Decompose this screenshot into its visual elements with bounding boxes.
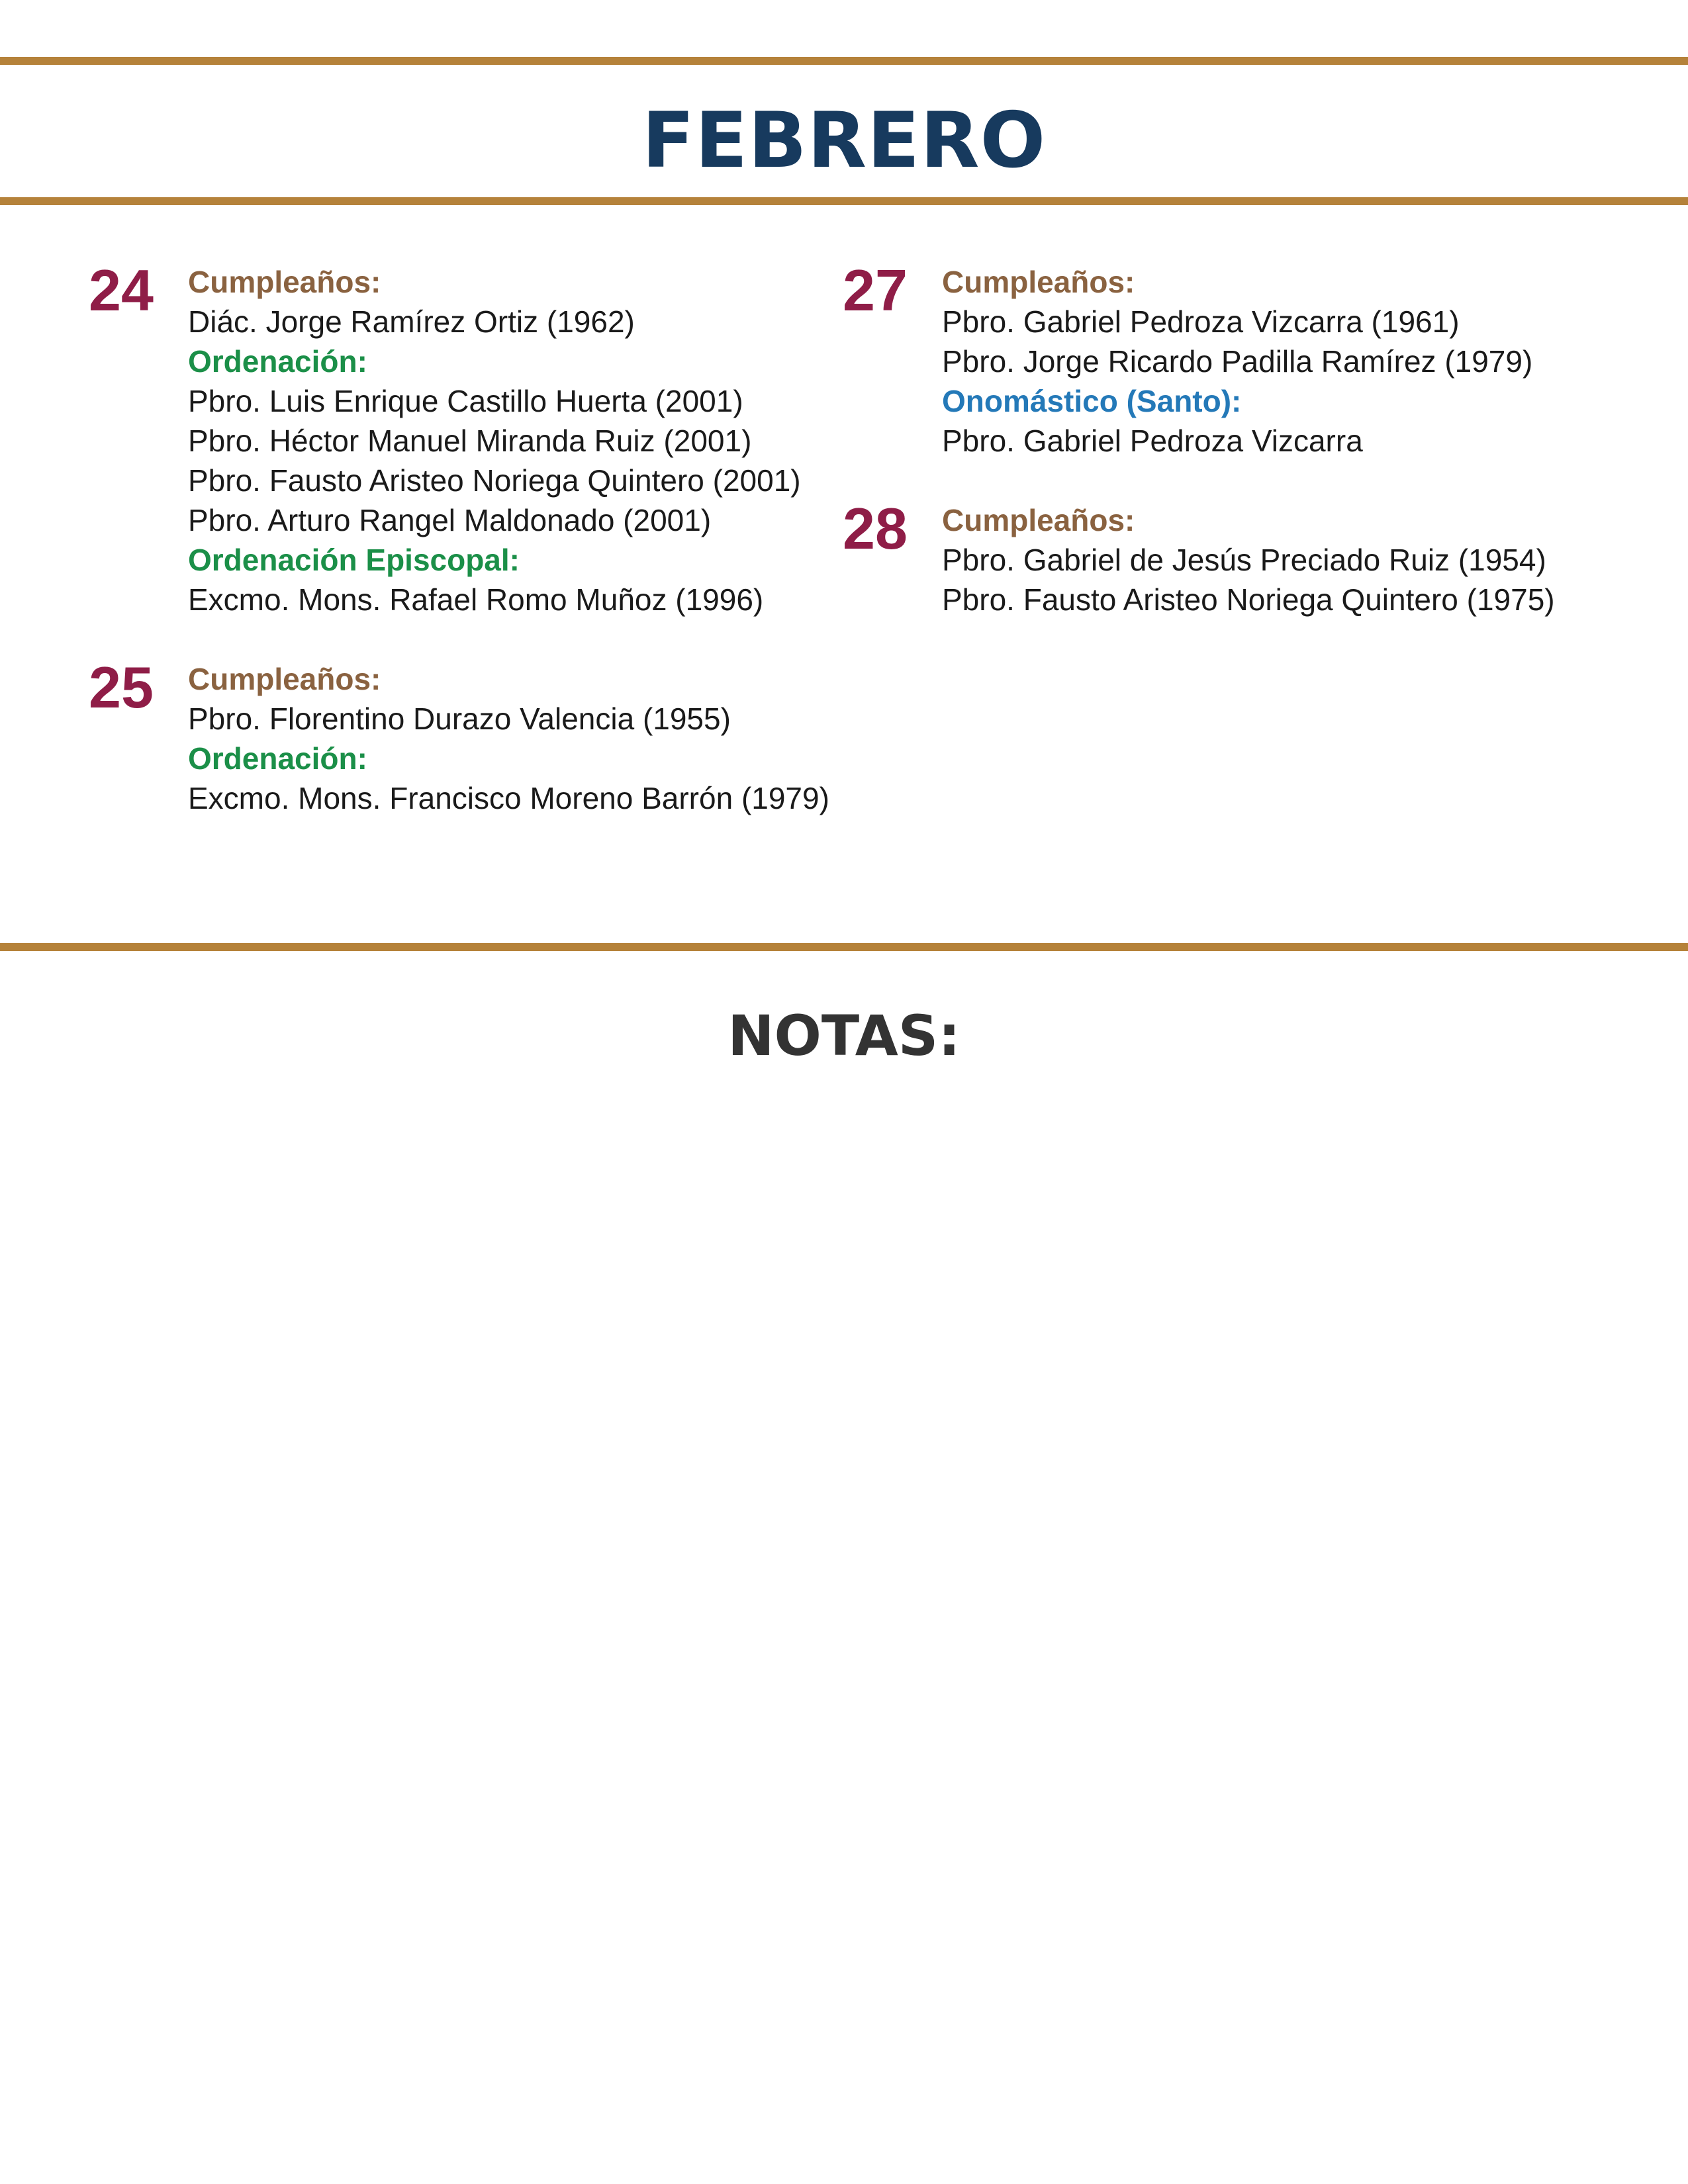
- entry-item: Excmo. Mons. Francisco Moreno Barrón (1979): [188, 781, 829, 815]
- day-block: [843, 257, 1604, 461]
- entry-item: Pbro. Gabriel de Jesús Preciado Ruiz (1954): [942, 543, 1546, 577]
- right-column: [843, 257, 1604, 659]
- day-number: 24: [89, 257, 154, 323]
- left-column: [89, 257, 829, 858]
- ordenacion-heading: Ordenación:: [188, 741, 367, 776]
- notes-divider: [0, 943, 1688, 951]
- entry-item: Pbro. Fausto Aristeo Noriega Quintero (1975): [942, 582, 1555, 617]
- cumpleanos-heading: Cumpleaños:: [942, 265, 1135, 299]
- entry-item: Diác. Jorge Ramírez Ortiz (1962): [188, 304, 635, 339]
- day-block: [89, 257, 817, 619]
- entry-item: Pbro. Jorge Ricardo Padilla Ramírez (1979): [942, 344, 1533, 379]
- day-number: 25: [89, 655, 154, 720]
- entry-item: Pbro. Fausto Aristeo Noriega Quintero (2001): [188, 463, 801, 498]
- entry-item: Pbro. Arturo Rangel Maldonado (2001): [188, 503, 712, 537]
- entry-item: Pbro. Gabriel Pedroza Vizcarra (1961): [942, 304, 1460, 339]
- onomastico-heading: Onomástico (Santo):: [942, 384, 1242, 418]
- cumpleanos-heading: Cumpleaños:: [188, 265, 381, 299]
- ordenacion-heading: Ordenación Episcopal:: [188, 543, 520, 577]
- cumpleanos-heading: Cumpleaños:: [188, 662, 381, 696]
- month-title: FEBRERO: [641, 96, 1047, 185]
- day-block: [843, 496, 1604, 619]
- entry-item: Pbro. Gabriel Pedroza Vizcarra: [942, 424, 1363, 458]
- entry-item: Pbro. Luis Enrique Castillo Huerta (2001): [188, 384, 743, 418]
- entry-item: Excmo. Mons. Rafael Romo Muñoz (1996): [188, 582, 764, 617]
- day-block: [89, 655, 829, 818]
- notes-title: NOTAS:: [727, 1003, 961, 1068]
- cumpleanos-heading: Cumpleaños:: [942, 503, 1135, 537]
- day-number: 28: [843, 496, 908, 561]
- top-divider: [0, 57, 1688, 65]
- entry-item: Pbro. Héctor Manuel Miranda Ruiz (2001): [188, 424, 752, 458]
- entry-item: Pbro. Florentino Durazo Valencia (1955): [188, 702, 731, 736]
- header-divider: [0, 197, 1688, 205]
- ordenacion-heading: Ordenación:: [188, 344, 367, 379]
- day-number: 27: [843, 257, 908, 323]
